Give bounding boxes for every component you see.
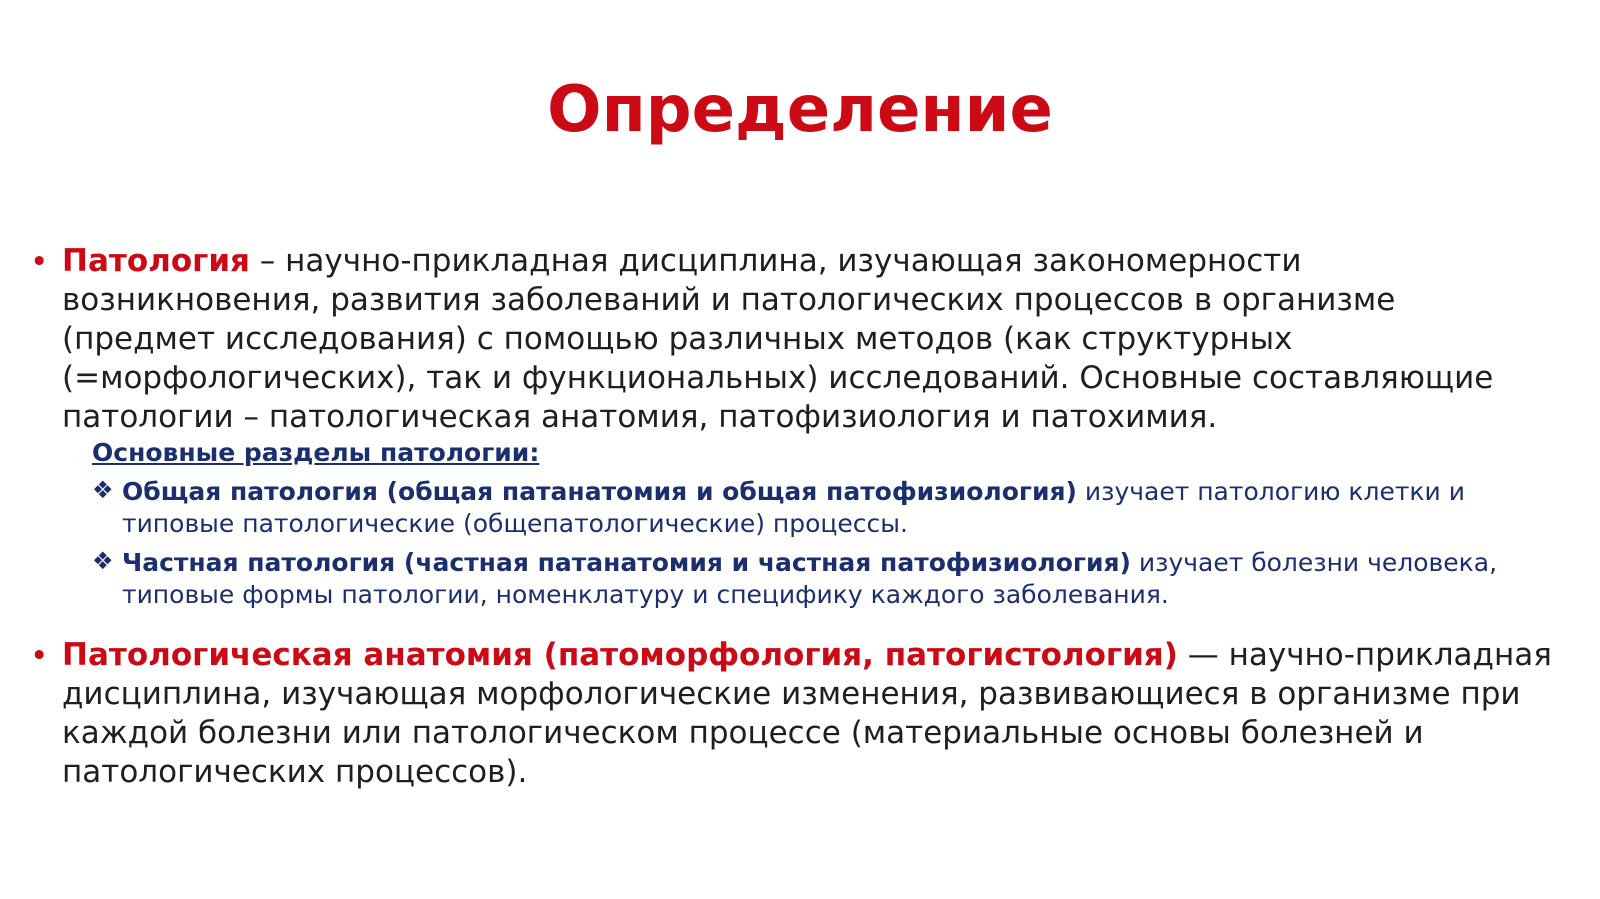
slide-title: Определение — [547, 73, 1053, 147]
subsection-item-specific — [92, 547, 1552, 611]
bullet-dot-icon: • — [30, 244, 49, 280]
subsection-heading: Основные разделы патологии: — [92, 438, 540, 467]
subsection-item-text: изучает болезни человека, типовые формы патологии, номенклатуру и специфику каждого заболевания. — [122, 548, 1498, 609]
bullet-text: – научно-прикладная дисциплина, изучающая закономерности возникновения, развития заболеваний и патологических процессов в организме (предмет исследования) с помощью различных методов (как структурных (=морфологических), так и функциональных) исследований. Основные составляющие патологии – патологическая анатомия, патофизиология и патохимия. — [62, 243, 1494, 435]
bullet-term: Патологическая анатомия (патоморфология, патогистология) — [62, 637, 1178, 673]
subsection-item-text: изучает патологию клетки и типовые патологические (общепатологические) процессы. — [122, 477, 1465, 538]
subsection-item-title: Частная патология (частная патанатомия и частная патофизиология) — [122, 548, 1131, 577]
four-diamond-icon: ❖ — [92, 476, 114, 504]
bullet-pathology — [30, 242, 1552, 437]
bullet-dot-icon: • — [30, 638, 49, 674]
bullet-text: — научно-прикладная дисциплина, изучающая морфологические изменения, развивающиеся в организме при каждой болезни или патологическом процессе (материальные основы болезней и патологических процессов). — [62, 637, 1552, 790]
four-diamond-icon: ❖ — [92, 547, 114, 575]
bullet-term: Патология — [62, 243, 250, 279]
bullet-pathological-anatomy — [30, 636, 1552, 792]
subsection-item-title: Общая патология (общая патанатомия и общая патофизиология) — [122, 477, 1077, 506]
subsection-item-general — [92, 476, 1552, 540]
